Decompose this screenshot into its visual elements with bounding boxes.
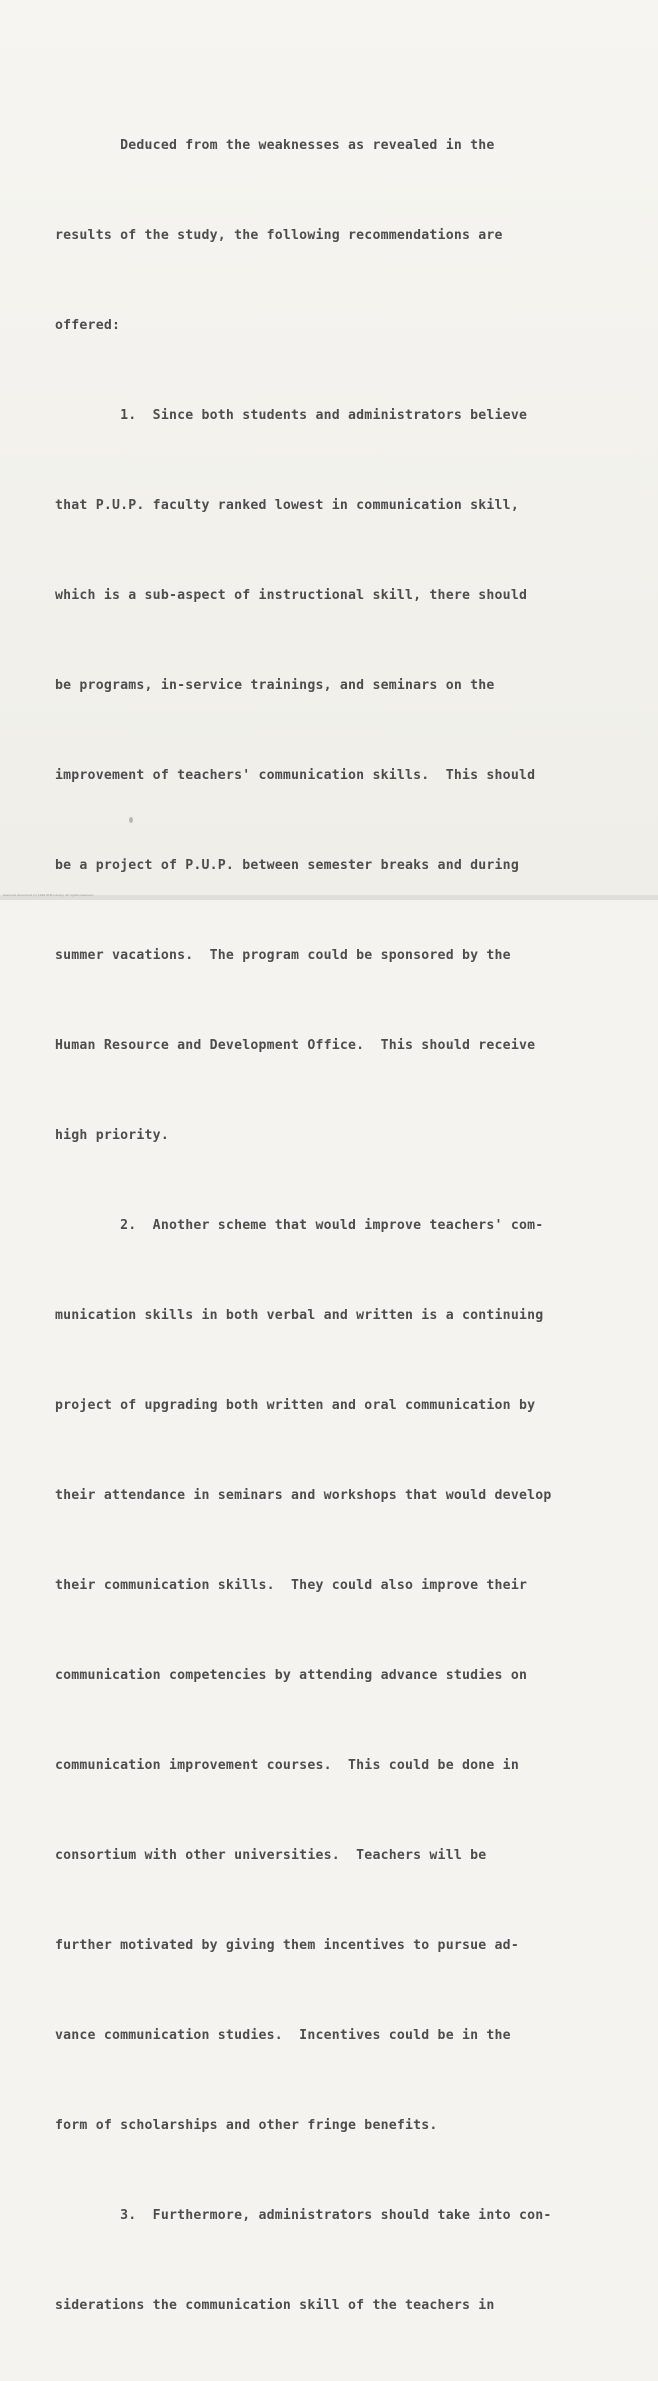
text-line: communication competencies by attending advance studies on xyxy=(55,1668,528,1683)
scan-footer-note: Scanned document (c) 1991 PUP Library. All rights reserved. xyxy=(3,893,94,897)
text-line: summer vacations. The program could be sponsored by the xyxy=(55,948,511,963)
text-line: vance communication studies. Incentives could be in the xyxy=(55,2028,511,2043)
text-line: 1. Since both students and administrators believe xyxy=(55,408,528,423)
text-line: siderations the communication skill of the teachers in xyxy=(55,2298,495,2313)
text-line: Human Resource and Development Office. This should receive xyxy=(55,1038,536,1053)
text-line: their attendance in seminars and workshops that would develop xyxy=(55,1488,552,1503)
text-line: project of upgrading both written and oral communication by xyxy=(55,1398,536,1413)
scan-edge xyxy=(0,895,658,900)
text-line: further motivated by giving them incentives to pursue ad- xyxy=(55,1938,519,1953)
text-line: form of scholarships and other fringe benefits. xyxy=(55,2118,438,2133)
text-line: high priority. xyxy=(55,1128,169,1143)
text-line: be programs, in-service trainings, and seminars on the xyxy=(55,678,495,693)
text-line: 3. Furthermore, administrators should take into con- xyxy=(55,2208,552,2223)
text-line: which is a sub-aspect of instructional skill, there should xyxy=(55,588,528,603)
typewritten-text xyxy=(55,71,625,2381)
text-line: Deduced from the weaknesses as revealed in the xyxy=(55,138,495,153)
text-line: improvement of teachers' communication skills. This should xyxy=(55,768,536,783)
ink-speck xyxy=(129,817,133,823)
text-line: be a project of P.U.P. between semester breaks and during xyxy=(55,858,519,873)
text-line: offered: xyxy=(55,318,121,333)
text-line: results of the study, the following recommendations are xyxy=(55,228,503,243)
text-line: consortium with other universities. Teachers will be xyxy=(55,1848,487,1863)
text-line: that P.U.P. faculty ranked lowest in communication skill, xyxy=(55,498,519,513)
text-line: 2. Another scheme that would improve teachers' com- xyxy=(55,1218,544,1233)
text-line: their communication skills. They could also improve their xyxy=(55,1578,528,1593)
text-line: communication improvement courses. This could be done in xyxy=(55,1758,519,1773)
text-line: munication skills in both verbal and written is a continuing xyxy=(55,1308,544,1323)
